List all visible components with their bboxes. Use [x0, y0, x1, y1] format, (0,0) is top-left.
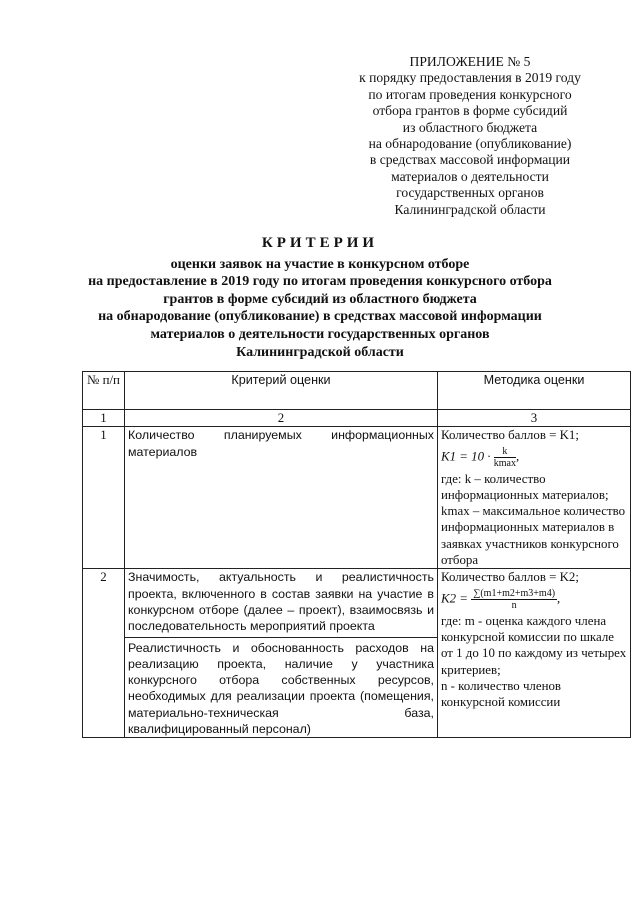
formula-denominator: n [511, 599, 517, 611]
row-number: 2 [83, 569, 125, 738]
annex-line: в средствах массовой информации [369, 152, 571, 168]
title-line: на предоставление в 2019 году по итогам проведения конкурсного отбора [88, 274, 552, 290]
method-cell [438, 427, 631, 569]
criterion-text: Значимость, актуальность и реалистичность проекта, включенного в состав заявки на участие в конкурсном отборе (далее – проект), взаимосвязь и последовательность мероприятий проекта [128, 570, 434, 634]
formula-left: K2 = [441, 591, 468, 606]
column-number: 2 [125, 410, 438, 427]
method-text: n - количество членов конкурсной комиссии [441, 678, 562, 710]
annex-line: материалов о деятельности [391, 168, 549, 184]
formula-fraction [494, 446, 516, 469]
annex-line: государственных органов [396, 185, 544, 201]
method-text: kmax – максимальное количество информационных материалов в заявках участников конкурсного отбора [441, 504, 626, 568]
header-number: № п/п [83, 372, 125, 410]
method-text: где: k – количество информационных материалов; [441, 471, 609, 502]
header-criterion: Критерий оценки [125, 372, 438, 410]
annex-line: по итогам проведения конкурсного [368, 86, 572, 102]
criterion-cell [125, 569, 438, 738]
annex-line: отбора грантов в форме субсидий [372, 103, 568, 119]
formula-numerator: ∑(m1+m2+m3+m4) [473, 587, 556, 599]
title-line: на обнародование (опубликование) в средствах массовой информации [98, 309, 542, 325]
row-number: 1 [83, 427, 125, 569]
formula-left: K1 = 10 · [441, 449, 491, 464]
formula-denominator: kmax [493, 457, 516, 469]
table-row [83, 569, 631, 738]
formula-comma: , [557, 591, 561, 606]
header-method: Методика оценки [438, 372, 631, 410]
annex-line: из областного бюджета [402, 119, 538, 135]
title-line: материалов о деятельности государственных органов [150, 326, 490, 342]
table-header-row [83, 372, 631, 410]
formula [441, 588, 627, 611]
criteria-table [82, 371, 631, 738]
formula-comma: , [515, 449, 520, 464]
column-number: 3 [438, 410, 631, 427]
title-line: оценки заявок на участие в конкурсном отборе [170, 256, 470, 272]
column-number: 1 [83, 410, 125, 427]
formula-numerator: k [494, 446, 516, 458]
annex-line: Калининградской области [394, 201, 546, 217]
annex-line: ПРИЛОЖЕНИЕ № 5 [409, 54, 531, 69]
method-text: где: m - оценка каждого члена конкурсной комиссии по шкале от 1 до 10 по каждому из четырех критериев; [441, 613, 627, 677]
method-intro: Количество баллов = K2; [441, 570, 579, 585]
document-title [60, 235, 580, 361]
title-line: грантов в форме субсидий из областного бюджета [163, 291, 477, 307]
criterion-text: Реалистичность и обоснованность расходов на реализацию проекта, наличие у участника конкурсного отбора собственных ресурсов, необходимых для реализации проекта (помещения, материально-техническая база, квалифицированный персонал) [125, 637, 437, 738]
column-number-row [83, 410, 631, 427]
annex-block [330, 54, 610, 218]
annex-line: на обнародование (опубликование) [368, 136, 572, 152]
method-cell [438, 569, 631, 738]
title-heading: КРИТЕРИИ [261, 235, 379, 251]
criterion-text: Количество планируемых информационных материалов [125, 427, 438, 569]
title-line: Калининградской области [236, 344, 404, 360]
formula [441, 446, 627, 469]
table-row [83, 427, 631, 569]
annex-line: к порядку предоставления в 2019 году [359, 70, 581, 86]
method-intro: Количество баллов = K1; [441, 428, 579, 443]
formula-fraction [471, 588, 557, 611]
